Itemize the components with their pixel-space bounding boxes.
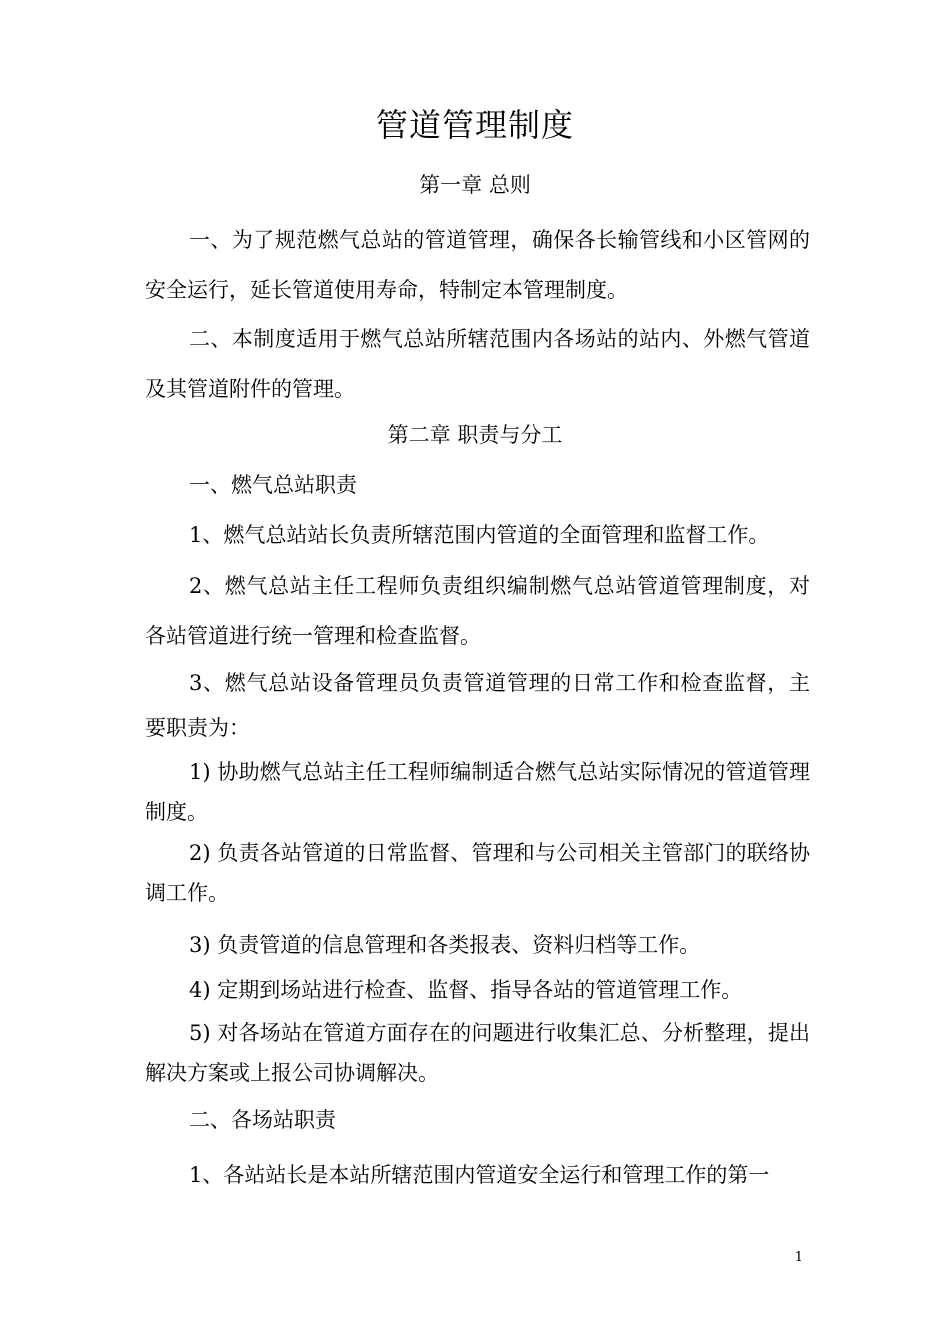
document-title: 管道管理制度 <box>375 106 574 144</box>
chapter-1-para-1: 一、为了规范燃气总站的管道管理，确保各长输管线和小区管网的安全运行，延长管道使用寿命，特制定本管理制度。 <box>145 228 810 302</box>
chapter-2-section-1-heading: 一、燃气总站职责 <box>189 473 357 497</box>
chapter-2-item-1: 1、燃气总站站长负责所辖范围内管道的全面管理和监督工作。 <box>189 523 770 547</box>
chapter-2-section-2-item-1: 1、各站站长是本站所辖范围内管道安全运行和管理工作的第一 <box>189 1163 770 1187</box>
chapter-1-heading: 第一章 总则 <box>419 173 531 197</box>
chapter-2-subitem-2: 2) 负责各站管道的日常监督、管理和与公司相关主管部门的联络协调工作。 <box>145 841 810 905</box>
chapter-2-subitem-1: 1) 协助燃气总站主任工程师编制适合燃气总站实际情况的管道管理制度。 <box>145 760 810 824</box>
chapter-2-subitem-3: 3) 负责管道的信息管理和各类报表、资料归档等工作。 <box>189 933 701 957</box>
chapter-1-para-2: 二、本制度适用于燃气总站所辖范围内各场站的站内、外燃气管道及其管道附件的管理。 <box>145 327 810 401</box>
chapter-2-item-2: 2、燃气总站主任工程师负责组织编制燃气总站管道管理制度，对各站管道进行统一管理和检查监督。 <box>145 574 810 648</box>
page-number: 1 <box>794 1250 803 1265</box>
chapter-2-heading: 第二章 职责与分工 <box>387 423 563 447</box>
chapter-2-subitem-5: 5) 对各场站在管道方面存在的问题进行收集汇总、分析整理，提出解决方案或上报公司协调解决。 <box>145 1021 810 1085</box>
chapter-2-subitem-4: 4) 定期到场站进行检查、监督、指导各站的管道管理工作。 <box>189 978 743 1002</box>
chapter-2-item-3: 3、燃气总站设备管理员负责管道管理的日常工作和检查监督，主要职责为： <box>145 671 810 740</box>
chapter-2-section-2-heading: 二、各场站职责 <box>189 1108 336 1132</box>
